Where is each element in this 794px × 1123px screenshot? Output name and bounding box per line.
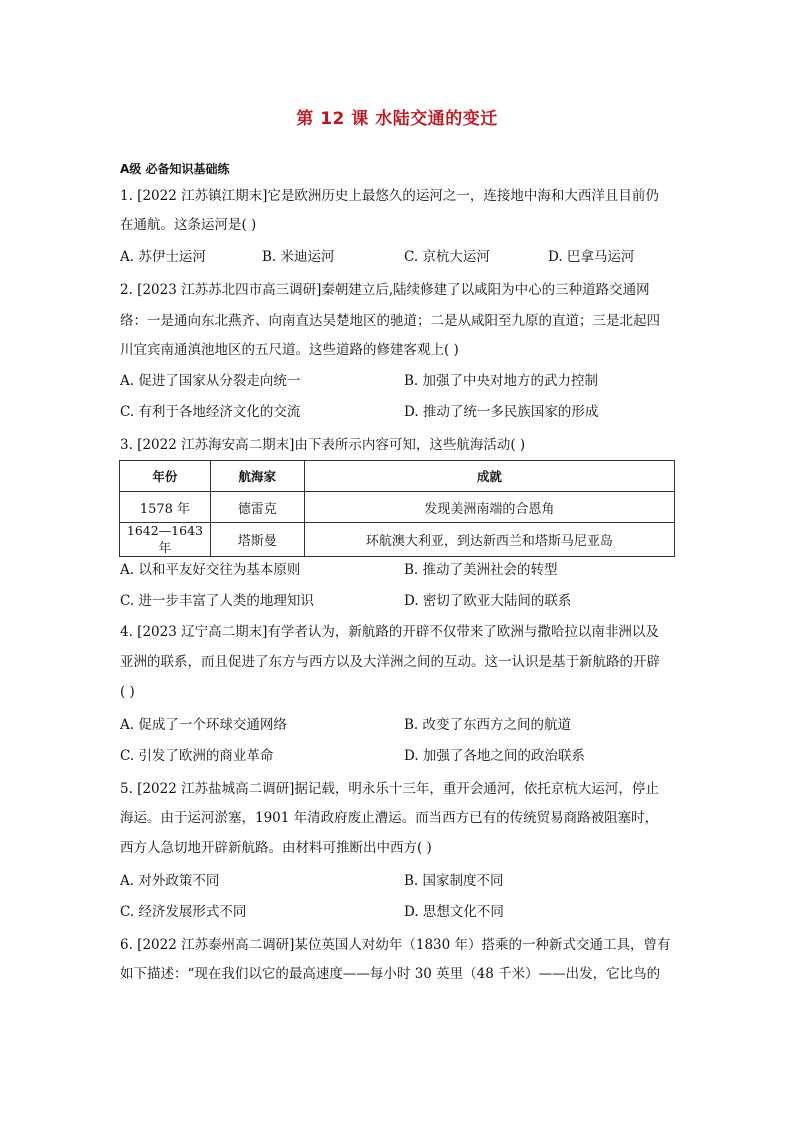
question-3-line-1: 3. [2022 江苏海安高二期末]由下表所示内容可知，这些航海活动( )	[120, 437, 526, 453]
question-1-option-a: A. 苏伊士运河	[120, 249, 206, 265]
question-1-line-1: 1. [2022 江苏镇江期末]它是欧洲历史上最悠久的运河之一，连接地中海和大西洋且目前仍	[120, 188, 659, 204]
question-5-option-a: A. 对外政策不同	[120, 873, 220, 889]
question-2-option-d: D. 推动了统一多民族国家的形成	[404, 404, 599, 420]
question-3-option-d: D. 密切了欧亚大陆间的联系	[404, 593, 572, 609]
table-cell-year: 1642—1643 年	[120, 523, 211, 557]
question-4-line-3: ( )	[120, 684, 135, 700]
question-2-option-c: C. 有利于各地经济文化的交流	[120, 404, 301, 420]
question-5-option-b: B. 国家制度不同	[404, 873, 504, 889]
question-2-line-1: 2. [2023 江苏苏北四市高三调研]秦朝建立后,陆续修建了以咸阳为中心的三种道路交通网	[120, 282, 650, 298]
question-6-line-2: 如下描述：“现在我们以它的最高速度——每小时 30 英里（48 千米）——出发，它比鸟的	[120, 966, 661, 982]
question-1-option-b: B. 米迪运河	[262, 249, 335, 265]
lesson-title: 第 12 课 水陆交通的变迁	[296, 109, 498, 129]
question-2-option-b: B. 加强了中央对地方的武力控制	[404, 373, 599, 389]
question-4-option-d: D. 加强了各地之间的政治联系	[404, 748, 585, 764]
question-3-option-c: C. 进一步丰富了人类的地理知识	[120, 593, 314, 609]
question-4-line-1: 4. [2023 辽宁高二期末]有学者认为，新航路的开辟不仅带来了欧洲与撒哈拉以南非洲以及	[120, 624, 659, 640]
section-label: A级 必备知识基础练	[120, 162, 230, 176]
table-cell-navigator: 塔斯曼	[210, 523, 304, 557]
question-2-option-a: A. 促进了国家从分裂走向统一	[120, 373, 301, 389]
question-4-option-a: A. 促成了一个环球交通网络	[120, 717, 287, 733]
question-6-line-1: 6. [2022 江苏泰州高二调研]某位英国人对幼年（1830 年）搭乘的一种新式交通工具，曾有	[120, 937, 671, 953]
table-header-navigator: 航海家	[210, 461, 304, 492]
table-header-year: 年份	[120, 461, 211, 492]
navigation-table	[119, 460, 675, 557]
table-header-achievement: 成就	[304, 461, 674, 492]
question-5-line-2: 海运。由于运河淤塞，1901 年清政府废止漕运。而当西方已有的传统贸易商路被阻塞时，	[120, 810, 659, 826]
question-2-line-3: 川宜宾南通滇池地区的五尺道。这些道路的修建客观上( )	[120, 342, 459, 358]
question-4-line-2: 亚洲的联系，而且促进了东方与西方以及大洋洲之间的互动。这一认识是基于新航路的开辟	[120, 654, 660, 670]
question-1-line-2: 在通航。这条运河是( )	[120, 217, 257, 233]
table-cell-year: 1578 年	[120, 492, 211, 523]
table-header-row	[120, 461, 675, 492]
table-cell-navigator: 德雷克	[210, 492, 304, 523]
table-cell-achievement: 环航澳大利亚，到达新西兰和塔斯马尼亚岛	[304, 523, 674, 557]
question-5-option-d: D. 思想文化不同	[404, 904, 504, 920]
question-2-line-2: 络：一是通向东北燕齐、向南直达吴楚地区的驰道；二是从咸阳至九原的直道；三是北起四	[120, 313, 660, 329]
question-3-option-b: B. 推动了美洲社会的转型	[404, 562, 558, 578]
question-5-line-3: 西方人急切地开辟新航路。由材料可推断出中西方( )	[120, 840, 432, 856]
question-3-option-a: A. 以和平友好交往为基本原则	[120, 562, 301, 578]
question-1-option-d: D. 巴拿马运河	[548, 249, 635, 265]
question-4-option-b: B. 改变了东西方之间的航道	[404, 717, 572, 733]
question-1-option-c: C. 京杭大运河	[404, 249, 490, 265]
question-4-option-c: C. 引发了欧洲的商业革命	[120, 748, 274, 764]
question-5-option-c: C. 经济发展形式不同	[120, 904, 247, 920]
table-row	[120, 492, 675, 523]
table-cell-achievement: 发现美洲南端的合恩角	[304, 492, 674, 523]
table-row	[120, 523, 675, 557]
question-5-line-1: 5. [2022 江苏盐城高二调研]据记载，明永乐十三年，重开会通河，依托京杭大运河，停止	[120, 781, 659, 797]
